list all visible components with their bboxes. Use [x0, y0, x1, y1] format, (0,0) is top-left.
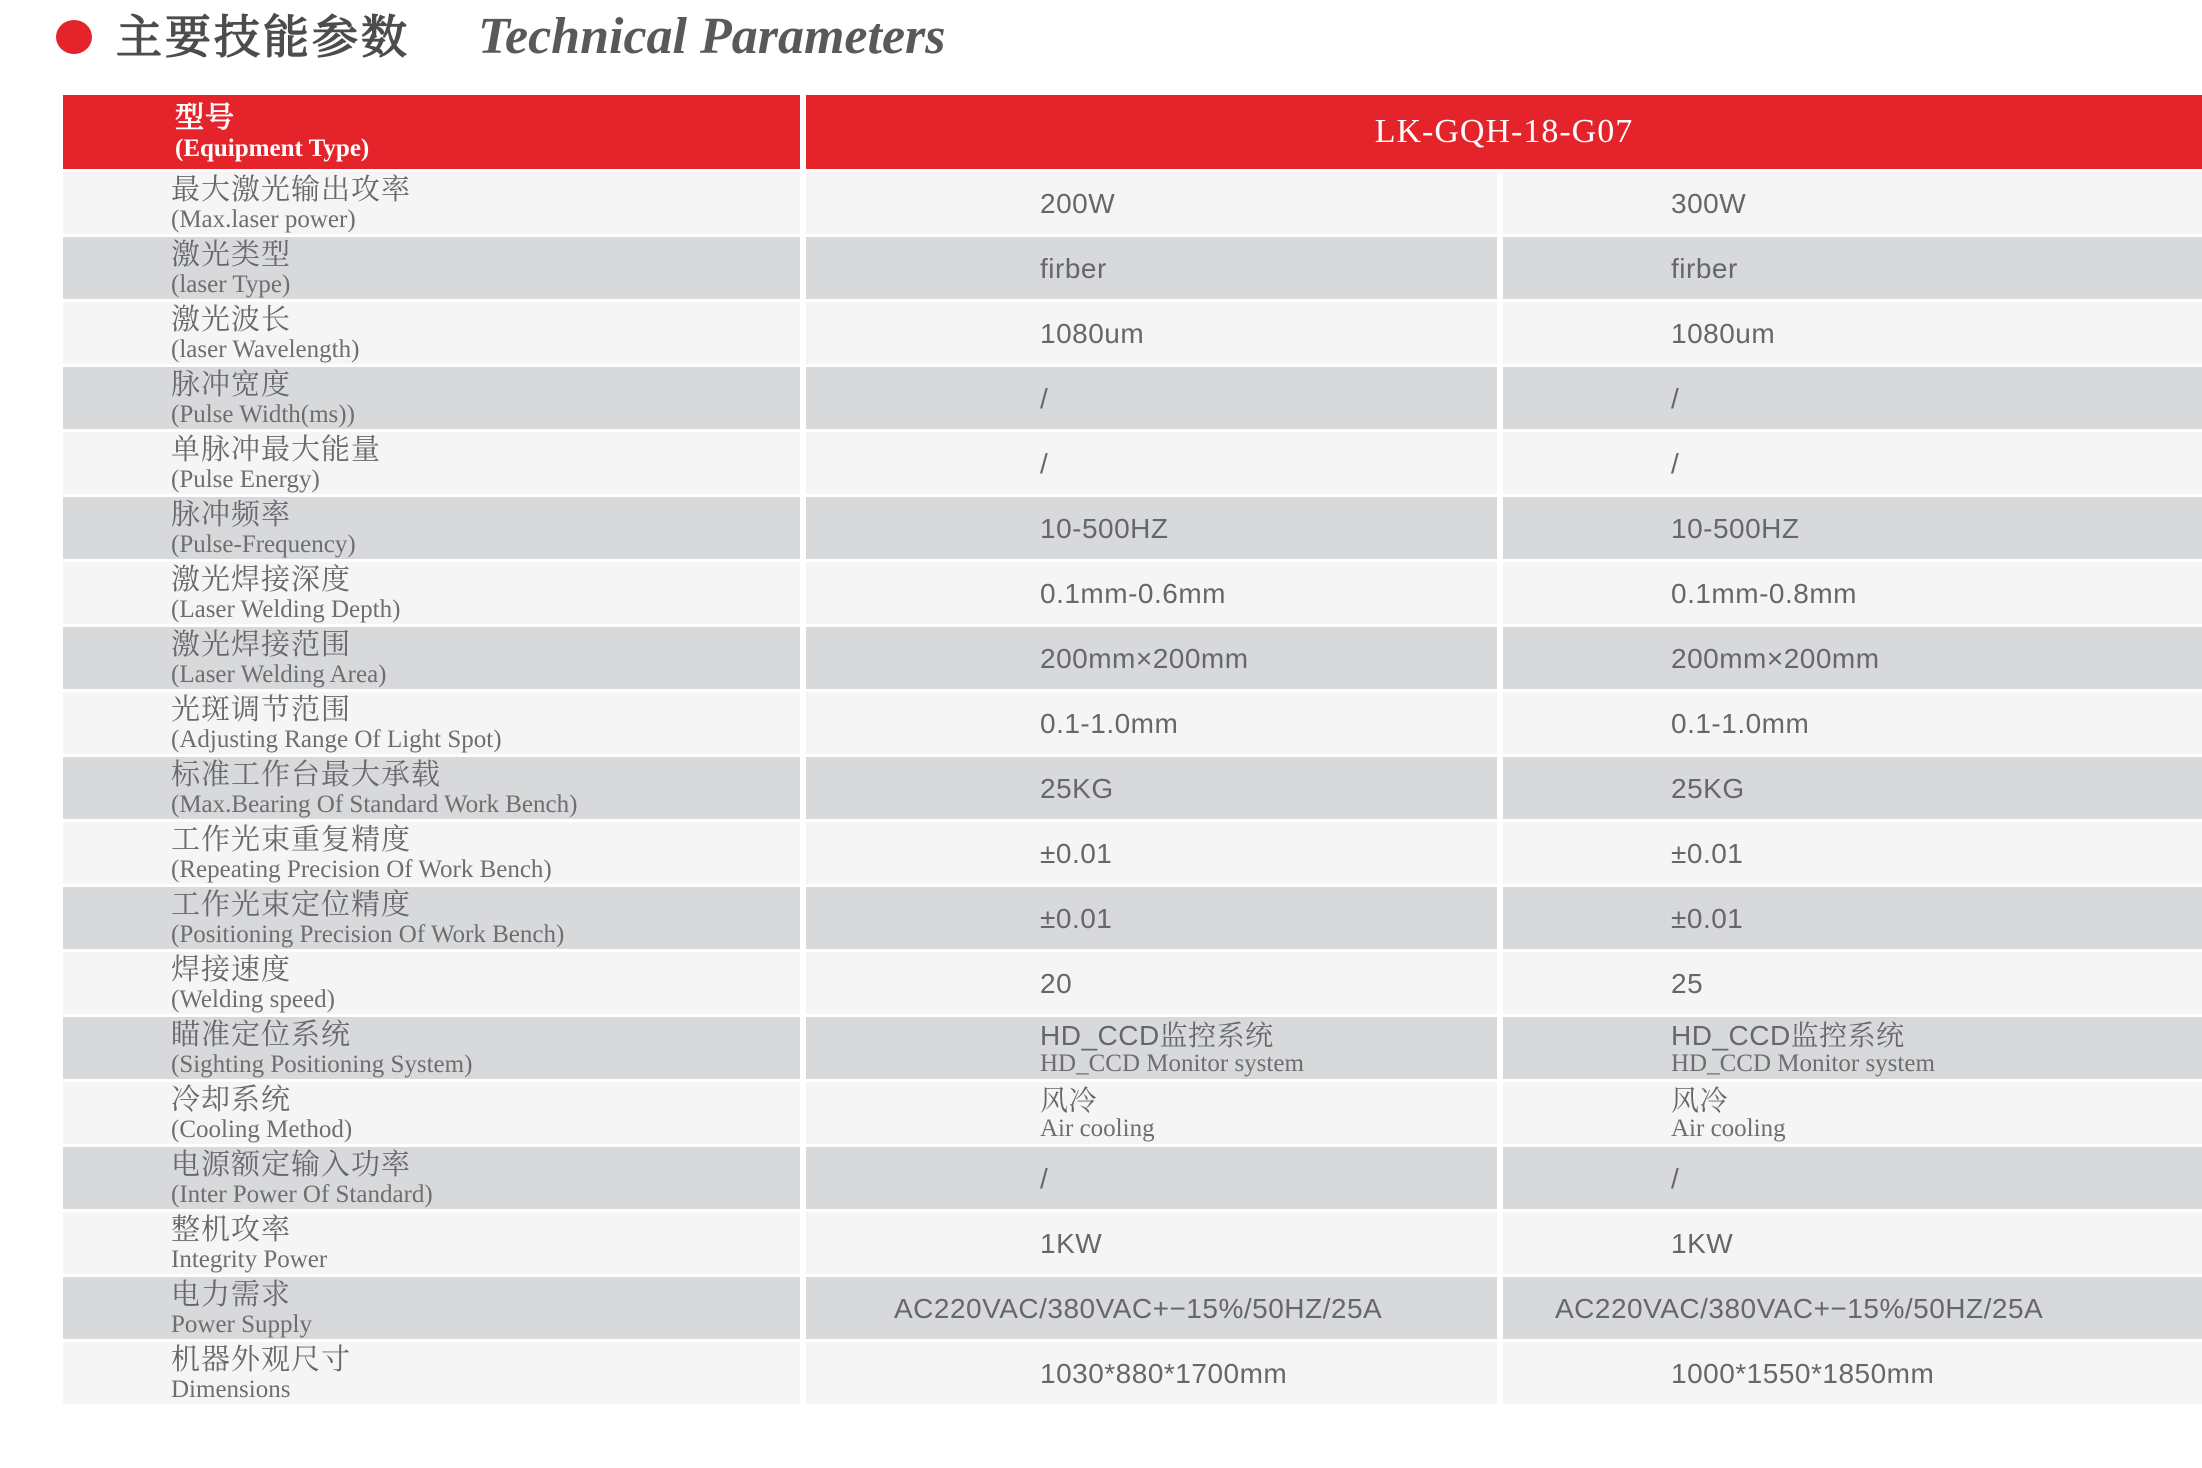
- value-text: 风冷: [1040, 1084, 1098, 1116]
- row-label-en: (Sighting Positioning System): [171, 1050, 473, 1078]
- row-label-en: (Adjusting Range Of Light Spot): [171, 725, 502, 753]
- value-text: 10-500HZ: [1040, 512, 1169, 544]
- row-value-cell-model-b: [1503, 692, 2202, 754]
- row-value-cell-model-a: [806, 562, 1497, 624]
- value-text: 0.1-1.0mm: [1040, 707, 1179, 739]
- row-value-cell-model-b: [1503, 952, 2202, 1014]
- row-label-cell: [63, 497, 800, 559]
- row-value-cell-model-a: [806, 1082, 1497, 1144]
- table-row: [63, 367, 2202, 429]
- table-row: [63, 692, 2202, 754]
- row-value-cell-model-b: [1503, 302, 2202, 364]
- table-row: [63, 497, 2202, 559]
- value-text: 300W: [1671, 187, 1747, 219]
- value-text: 1080um: [1671, 317, 1776, 349]
- row-label-cell: [63, 1277, 800, 1339]
- page-title: [56, 8, 946, 66]
- row-label-zh: 激光类型: [171, 238, 292, 271]
- row-label-en: (Cooling Method): [171, 1115, 353, 1143]
- row-value-cell-model-b: [1503, 1277, 2202, 1339]
- value-subtext: HD_CCD Monitor system: [1671, 1049, 1935, 1077]
- row-label-en: Integrity Power: [171, 1245, 328, 1273]
- value-text: firber: [1040, 252, 1107, 284]
- row-value-cell-model-a: [806, 1212, 1497, 1274]
- row-label-cell: [63, 302, 800, 364]
- value-subtext: HD_CCD Monitor system: [1040, 1049, 1304, 1077]
- value-text: AC220VAC/380VAC+−15%/50HZ/25A: [1555, 1292, 2044, 1324]
- row-value-cell-model-b: [1503, 1342, 2202, 1404]
- row-value-cell-model-a: [806, 1147, 1497, 1209]
- value-text: firber: [1671, 252, 1738, 284]
- value-text: 25: [1671, 967, 1704, 999]
- table-row: [63, 302, 2202, 364]
- row-label-zh: 最大激光输出攻率: [171, 173, 412, 206]
- value-text: ±0.01: [1671, 837, 1744, 869]
- row-label-cell: [63, 1082, 800, 1144]
- row-label-en: (Inter Power Of Standard): [171, 1180, 433, 1208]
- value-text: 1000*1550*1850mm: [1671, 1357, 1935, 1389]
- row-label-en: (Max.Bearing Of Standard Work Bench): [171, 790, 578, 818]
- row-value-cell-model-b: [1503, 822, 2202, 884]
- value-text: 25KG: [1671, 772, 1745, 804]
- row-label-cell: [63, 1017, 800, 1079]
- table-row: [63, 627, 2202, 689]
- row-label-zh: 瞄准定位系统: [171, 1018, 352, 1051]
- row-value-cell-model-b: [1503, 367, 2202, 429]
- value-text: 1080um: [1040, 317, 1145, 349]
- value-text: 1030*880*1700mm: [1040, 1357, 1288, 1389]
- row-label-zh: 电力需求: [171, 1278, 292, 1311]
- row-label-zh: 电源额定输入功率: [171, 1148, 412, 1181]
- value-text: 200mm×200mm: [1040, 642, 1249, 674]
- row-label-zh: 激光波长: [171, 303, 292, 336]
- row-label-zh: 焊接速度: [171, 953, 292, 986]
- row-value-cell-model-a: [806, 1017, 1497, 1079]
- row-value-cell-model-b: [1503, 497, 2202, 559]
- table-header-row: [63, 95, 2202, 169]
- value-text: ±0.01: [1040, 837, 1113, 869]
- row-label-en: Dimensions: [171, 1375, 291, 1403]
- table-row: [63, 1147, 2202, 1209]
- header-label-zh: 型号: [175, 101, 236, 134]
- value-text: 25KG: [1040, 772, 1114, 804]
- row-value-cell-model-b: [1503, 562, 2202, 624]
- value-text: 0.1mm-0.8mm: [1671, 577, 1857, 609]
- row-label-cell: [63, 952, 800, 1014]
- row-label-en: (Repeating Precision Of Work Bench): [171, 855, 552, 883]
- row-label-cell: [63, 1342, 800, 1404]
- value-text: /: [1040, 1162, 1049, 1194]
- row-label-zh: 脉冲宽度: [171, 368, 292, 401]
- table-row: [63, 1017, 2202, 1079]
- row-label-en: (Pulse Energy): [171, 465, 320, 493]
- row-label-zh: 激光焊接范围: [171, 628, 352, 661]
- row-label-cell: [63, 237, 800, 299]
- row-label-en: (Pulse Width(ms)): [171, 400, 355, 428]
- header-label-en: (Equipment Type): [175, 134, 370, 162]
- table-row: [63, 237, 2202, 299]
- row-label-en: (Max.laser power): [171, 205, 356, 233]
- value-text: 风冷: [1671, 1084, 1729, 1116]
- page-title-en: Technical Parameters: [478, 8, 946, 65]
- value-text: 10-500HZ: [1671, 512, 1800, 544]
- red-bullet-icon: [56, 20, 92, 54]
- value-text: /: [1671, 447, 1680, 479]
- row-value-cell-model-b: [1503, 1082, 2202, 1144]
- header-model-cell: LK-GQH-18-G07: [806, 95, 2202, 169]
- value-text: 20: [1040, 967, 1073, 999]
- value-text: /: [1671, 1162, 1680, 1194]
- value-text: HD_CCD监控系统: [1040, 1019, 1274, 1051]
- row-value-cell-model-b: [1503, 1212, 2202, 1274]
- table-row: [63, 1082, 2202, 1144]
- row-label-en: (Pulse-Frequency): [171, 530, 356, 558]
- row-label-cell: [63, 692, 800, 754]
- value-text: 200mm×200mm: [1671, 642, 1880, 674]
- row-label-en: (Welding speed): [171, 985, 335, 1013]
- row-label-cell: [63, 1212, 800, 1274]
- value-text: ±0.01: [1040, 902, 1113, 934]
- row-value-cell-model-b: [1503, 237, 2202, 299]
- row-label-cell: [63, 757, 800, 819]
- row-value-cell-model-a: [806, 757, 1497, 819]
- row-label-cell: [63, 887, 800, 949]
- value-text: 200W: [1040, 187, 1116, 219]
- value-text: 0.1mm-0.6mm: [1040, 577, 1226, 609]
- header-label-cell: [63, 95, 800, 169]
- row-value-cell-model-a: [806, 302, 1497, 364]
- row-value-cell-model-a: [806, 497, 1497, 559]
- value-text: 1KW: [1040, 1227, 1103, 1259]
- row-label-zh: 冷却系统: [171, 1083, 292, 1116]
- row-label-cell: [63, 562, 800, 624]
- value-text: ±0.01: [1671, 902, 1744, 934]
- row-label-cell: [63, 367, 800, 429]
- row-label-zh: 工作光束重复精度: [171, 823, 412, 856]
- row-value-cell-model-a: [806, 952, 1497, 1014]
- table-row: [63, 1277, 2202, 1339]
- row-label-en: (laser Type): [171, 270, 291, 298]
- row-label-en: Power Supply: [171, 1310, 312, 1338]
- row-label-zh: 工作光束定位精度: [171, 888, 412, 921]
- page-title-zh: 主要技能参数: [116, 11, 410, 63]
- value-subtext: Air cooling: [1671, 1114, 1786, 1142]
- row-label-zh: 激光焊接深度: [171, 563, 352, 596]
- row-value-cell-model-a: [806, 1342, 1497, 1404]
- row-label-en: (Laser Welding Area): [171, 660, 387, 688]
- row-label-zh: 光斑调节范围: [171, 693, 352, 726]
- row-value-cell-model-a: [806, 432, 1497, 494]
- row-value-cell-model-a: [806, 627, 1497, 689]
- row-label-en: (Laser Welding Depth): [171, 595, 401, 623]
- table-row: [63, 172, 2202, 234]
- table-row: [63, 1342, 2202, 1404]
- row-value-cell-model-a: [806, 237, 1497, 299]
- row-value-cell-model-b: [1503, 1147, 2202, 1209]
- row-value-cell-model-b: [1503, 627, 2202, 689]
- table-row: [63, 432, 2202, 494]
- table-row: [63, 887, 2202, 949]
- row-value-cell-model-a: [806, 887, 1497, 949]
- row-value-cell-model-b: [1503, 887, 2202, 949]
- row-label-en: (laser Wavelength): [171, 335, 360, 363]
- row-value-cell-model-b: [1503, 1017, 2202, 1079]
- row-label-zh: 标准工作台最大承载: [171, 758, 442, 791]
- row-label-cell: [63, 172, 800, 234]
- row-value-cell-model-a: [806, 367, 1497, 429]
- row-value-cell-model-b: [1503, 757, 2202, 819]
- value-text: /: [1040, 382, 1049, 414]
- row-value-cell-model-b: [1503, 432, 2202, 494]
- row-label-cell: [63, 822, 800, 884]
- row-value-cell-model-a: [806, 692, 1497, 754]
- value-subtext: Air cooling: [1040, 1114, 1155, 1142]
- value-text: /: [1671, 382, 1680, 414]
- value-text: 1KW: [1671, 1227, 1734, 1259]
- row-value-cell-model-a: [806, 1277, 1497, 1339]
- row-label-zh: 脉冲频率: [171, 498, 292, 531]
- row-label-zh: 机器外观尺寸: [171, 1343, 352, 1376]
- row-value-cell-model-a: [806, 172, 1497, 234]
- row-label-zh: 单脉冲最大能量: [171, 433, 382, 466]
- row-label-cell: [63, 432, 800, 494]
- table-row: [63, 757, 2202, 819]
- row-label-cell: [63, 1147, 800, 1209]
- value-text: HD_CCD监控系统: [1671, 1019, 1905, 1051]
- row-label-zh: 整机攻率: [171, 1213, 292, 1246]
- row-value-cell-model-b: [1503, 172, 2202, 234]
- table-row: [63, 952, 2202, 1014]
- parameters-table: [63, 95, 2202, 1407]
- table-row: [63, 822, 2202, 884]
- value-text: AC220VAC/380VAC+−15%/50HZ/25A: [894, 1292, 1383, 1324]
- row-label-en: (Positioning Precision Of Work Bench): [171, 920, 565, 948]
- row-value-cell-model-a: [806, 822, 1497, 884]
- table-row: [63, 1212, 2202, 1274]
- table-row: [63, 562, 2202, 624]
- row-label-cell: [63, 627, 800, 689]
- value-text: 0.1-1.0mm: [1671, 707, 1810, 739]
- table-body: [63, 172, 2202, 1404]
- value-text: /: [1040, 447, 1049, 479]
